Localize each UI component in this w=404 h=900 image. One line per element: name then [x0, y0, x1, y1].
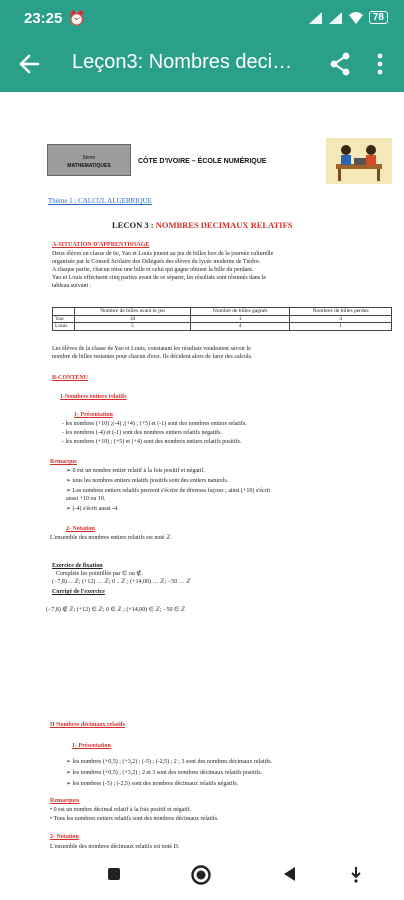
remarques2-heading — [50, 798, 79, 806]
remarque1-heading — [50, 459, 77, 467]
situation-line: organisée par le Conseil Scolaire des Délégués des élèves du lycée moderne de Tiédro. — [52, 259, 261, 265]
arrow-left-icon — [14, 50, 44, 78]
doc-banner — [47, 144, 131, 176]
recents-button[interactable] — [104, 864, 124, 889]
document-page[interactable] — [0, 92, 404, 850]
app-bar — [0, 36, 404, 92]
extra-nav-button[interactable] — [346, 864, 366, 889]
signal-icon — [309, 12, 323, 24]
notation1-heading — [66, 526, 95, 534]
table-cell: 1 — [191, 315, 290, 323]
banner-subject: MATHEMATIQUES — [67, 163, 111, 169]
section1-heading — [60, 394, 126, 402]
lesson-name: NOMBRES DECIMAUX RELATIFS — [155, 220, 293, 230]
wifi-icon — [349, 12, 363, 24]
pres2-line: ➢ les nombres (-5) ; (-2,5) sont des nombres décimaux relatifs négatifs. — [66, 781, 239, 787]
table-cell: Nombre de billes avant le jeu — [75, 308, 191, 316]
remarque1-line: aussi +10 ou 10. — [66, 496, 106, 502]
classroom-illustration-icon — [326, 138, 392, 184]
status-bar — [0, 0, 404, 36]
corrige-heading-text: Corrigé de l'exercice — [52, 589, 105, 595]
battery-icon: 78 — [369, 11, 388, 24]
remarques2-line: • Tous les nombres entiers relatifs sont des nombres décimaux relatifs. — [50, 816, 219, 822]
corrige-heading — [52, 589, 105, 597]
situation-line: Deux élèves en classe de 6e, Yao et Louis jouent au jeu de billes lors de la journée culturelle — [52, 251, 274, 257]
pres1-line: - les nombres (+10) ; (+5) et (+4) sont des nombres entiers relatifs positifs. — [62, 439, 242, 445]
paragraph-line: Les élèves de la classe de Yao et Louis, constatant les résultats voudraient savoir le — [52, 346, 251, 352]
status-icons — [309, 11, 388, 24]
table-cell: 4 — [290, 315, 392, 323]
table-row — [53, 315, 392, 323]
table-cell: Yao — [53, 315, 75, 323]
paragraph-line: nombre de billes restantes pour chacun d'eux. Ils décident alors de faire des calculs. — [52, 354, 253, 360]
marbles-table — [52, 307, 392, 331]
situation-line: tableau suivant : — [52, 283, 92, 289]
pres1-line: - les nombres (+10) ;(-4) ;(+4) ; (+5) et (-1) sont des nombres entiers relatifs. — [62, 421, 247, 427]
nav-back-button[interactable] — [280, 864, 300, 889]
exercice-heading — [52, 563, 103, 571]
situation-line: Yao et Louis effectuent cinq parties avant de se séparer, les résultats sont résumés dans le — [52, 275, 266, 281]
remarques2-heading-text: Remarques — [50, 798, 80, 804]
situation-line: A chaque partie, chacun mise une bille et celui qui gagne obtient la bille du perdant. — [52, 267, 254, 273]
remarque1-heading-text: Remarque — [50, 459, 77, 465]
table-cell: Nombres de billes perdus — [290, 308, 392, 316]
remarque1-line: ➢ tous les nombres entiers relatifs positifs sont des entiers naturels. — [66, 478, 229, 484]
lesson-prefix: LECON 3 : — [112, 220, 156, 230]
situation-heading-text: A-SITUATION D'APPRENTISSAGE — [52, 242, 150, 248]
pres2-line: ➢ les nombres (+0,5) ; (+3,2) ; (-5) ; (-2,5) ; 2 ; 3 sont des nombres décimaux relatifs. — [66, 759, 273, 765]
presentation1-heading — [74, 412, 113, 420]
section2-heading — [50, 722, 125, 730]
pres2-line: ➢ les nombres (+0,5) ; (+3,2) ; 2 et 3 sont des nombres décimaux relatifs positifs. — [66, 770, 263, 776]
notation2-heading-text: 2- Notation — [50, 834, 79, 840]
section2-heading-text: II Nombres décimaux relatifs — [50, 722, 125, 728]
table-header-row — [53, 308, 392, 316]
remarque1-line: ➢ (-4) s'écrit aussi -4. — [66, 506, 119, 512]
share-icon — [326, 50, 354, 78]
table-cell — [53, 308, 75, 316]
lesson-title — [112, 222, 293, 230]
signal-icon — [329, 12, 343, 24]
alarm-icon: ⏰ — [68, 10, 86, 26]
table-cell: 5 — [75, 323, 191, 331]
share-button[interactable] — [326, 50, 354, 78]
navigation-bar — [0, 850, 404, 900]
table-cell: Nombre de billes gagnés — [191, 308, 290, 316]
exercice-heading-text: Exercice de fixation — [52, 563, 103, 569]
contenu-heading-text: B-CONTENU — [52, 375, 89, 381]
back-button[interactable] — [14, 50, 44, 78]
table-row — [53, 323, 392, 331]
exercice-line: (−7,8)… ℤ; (+12) … ℤ; 0 .. ℤ ; (+14,00) … ℤ; −50 … ℤ — [52, 579, 191, 585]
section1-heading-text: 1-Nombres entiers relatifs — [60, 394, 127, 400]
circle-icon — [190, 864, 212, 886]
corrige-line: (−7,8) ∉ ℤ; (+12) ∈ ℤ; 0 ∈ ℤ ; (+14,00) ∈ ℤ; −50 ∈ ℤ — [46, 607, 186, 613]
down-arrow-icon — [346, 864, 366, 884]
triangle-icon — [280, 864, 300, 884]
presentation2-heading-text: 1- Présentation — [72, 743, 111, 749]
table-cell: 1 — [290, 323, 392, 331]
table-cell: Louis — [53, 323, 75, 331]
banner-grade: 5ème — [82, 155, 96, 161]
more-menu-button[interactable] — [370, 50, 390, 78]
doc-school: CÔTE D'IVOIRE – ÉCOLE NUMÉRIQUE — [138, 158, 267, 165]
presentation2-heading — [72, 743, 111, 751]
notation1-heading-text: 2- Notation — [66, 526, 95, 532]
square-icon — [104, 864, 124, 884]
more-vert-icon — [370, 50, 390, 78]
contenu-heading — [52, 375, 88, 383]
remarque1-line: ➢ Les nombres entiers relatifs peuvent s'écrire de diverses façons ; ainsi (+10) s'écrit — [66, 488, 271, 494]
notation2-text: L'ensemble des nombres décimaux relatifs est noté D. — [50, 844, 180, 850]
remarque1-line: ➢ 0 est un nombre entier relatif à la fois positif et négatif. — [66, 468, 205, 474]
situation-heading — [52, 242, 149, 250]
presentation1-heading-text: 1- Présentation — [74, 412, 113, 418]
home-button[interactable] — [190, 864, 212, 891]
remarques2-line: • 0 est un nombre décimal relatif à la fois positif et négatif. — [50, 807, 192, 813]
exercice-line: Complète les pointillés par ∈ ou ∉. — [56, 571, 143, 577]
status-time: 23:25 — [24, 10, 63, 27]
notation1-text: L'ensemble des nombres entiers relatifs est noté ℤ. — [50, 535, 173, 541]
pres1-line: - les nombres (-4) et (-1) sont des nombres entiers relatifs négatifs. — [62, 430, 222, 436]
theme-link[interactable]: Thème 1 : CALCUL ALGEBRIQUE — [48, 197, 152, 205]
page-title: Leçon3: Nombres deci… — [72, 51, 293, 73]
notation2-heading — [50, 834, 79, 842]
table-cell: 4 — [191, 323, 290, 331]
table-cell: 10 — [75, 315, 191, 323]
